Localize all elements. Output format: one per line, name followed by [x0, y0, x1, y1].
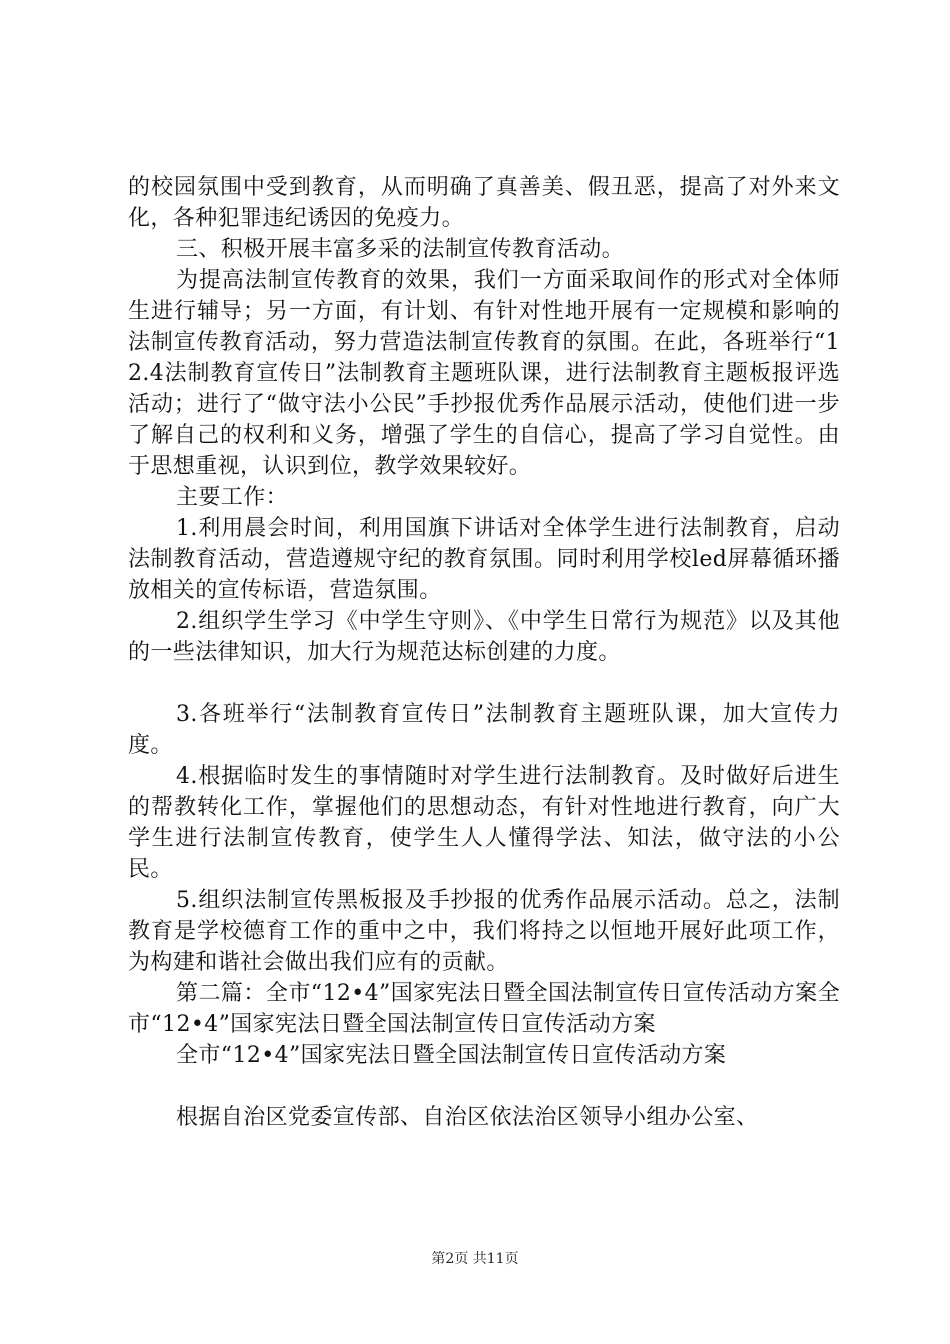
list-item-4: 4.根据临时发生的事情随时对学生进行法制教育。及时做好后进生的帮教转化工作，掌握他们的思想动态，有针对性地进行教育，向广大学生进行法制宣传教育，使学生人人懂得学法、知法，做守法的小公民。: [128, 764, 840, 882]
page-number-footer: 第2页 共11页: [431, 1251, 519, 1267]
chapter-two-title: 第二篇：全市“12•4”国家宪法日暨全国法制宣传日宣传活动方案全市“12•4”国家宪法日暨全国法制宣传日宣传活动方案: [128, 981, 840, 1037]
list-item-2: 2.组织学生学习《中学生守则》、《中学生日常行为规范》以及其他的一些法律知识，加大行为规范达标创建的力度。: [128, 609, 840, 665]
document-body: [128, 172, 840, 1133]
paragraph-continuation: 的校园氛围中受到教育，从而明确了真善美、假丑恶，提高了对外来文化，各种犯罪违纪诱因的免疫力。: [128, 175, 840, 231]
paragraph-activities: 为提高法制宣传教育的效果，我们一方面采取间作的形式对全体师生进行辅导；另一方面，有计划、有针对性地开展有一定规模和影响的法制宣传教育活动，努力营造法制宣传教育的氛围。在此，各班举行“12.4法制教育宣传日”法制教育主题班队课，进行法制教育主题板报评选活动；进行了“做守法小公民”手抄报优秀作品展示活动，使他们进一步了解自己的权利和义务，增强了学生的自信心，提高了学习自觉性。由于思想重视，认识到位，教学效果较好。: [128, 268, 840, 479]
plan-title: 全市“12•4”国家宪法日暨全国法制宣传日宣传活动方案: [176, 1043, 727, 1068]
list-item-5: 5.组织法制宣传黑板报及手抄报的优秀作品展示活动。总之，法制教育是学校德育工作的重中之中，我们将持之以恒地开展好此项工作，为构建和谐社会做出我们应有的贡献。: [128, 888, 840, 975]
section-heading-three: 三、积极开展丰富多采的法制宣传教育活动。: [176, 237, 625, 262]
paragraph-main-work-heading: 主要工作：: [176, 485, 289, 510]
list-item-1: 1.利用晨会时间，利用国旗下讲话对全体学生进行法制教育，启动法制教育活动，营造遵规守纪的教育氛围。同时利用学校led屏幕循环播放相关的宣传标语，营造氛围。: [128, 516, 840, 603]
list-item-3: 3.各班举行“法制教育宣传日”法制教育主题班队课，加大宣传力度。: [128, 702, 840, 758]
paragraph-basis: 根据自治区党委宣传部、自治区依法治区领导小组办公室、: [176, 1105, 759, 1130]
